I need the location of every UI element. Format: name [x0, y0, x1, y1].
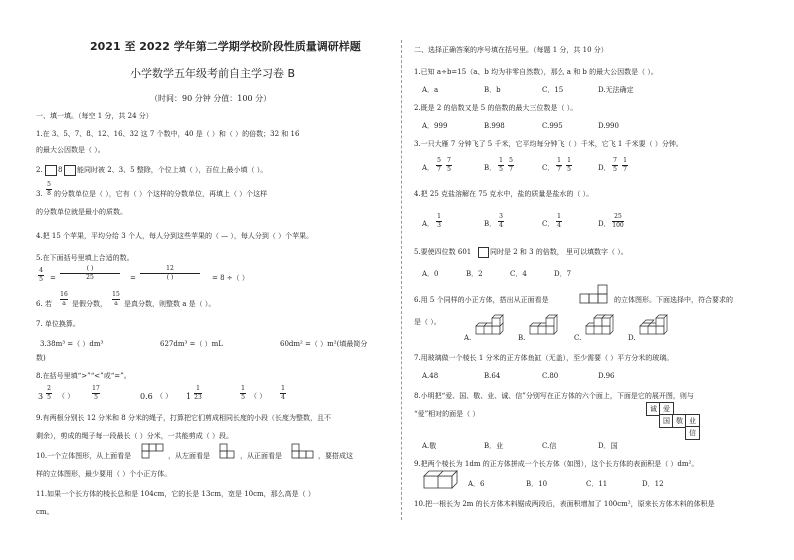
q1-line1: 1.在 3、5、7、8、12、16、32 这 7 个数中，40 是（ ）和（ ）的倍数；32 和 16: [36, 130, 300, 138]
q2-box2[interactable]: [64, 165, 76, 176]
s2-q4-b-f: 3 4: [499, 213, 503, 229]
q5-text: 5.在下面括号里填上合适的数。: [36, 254, 134, 262]
s2-q2-opt-a[interactable]: A．999: [422, 122, 448, 130]
net-cell-4: 敬: [672, 414, 687, 428]
s2-q3-opt-d[interactable]: D．: [598, 164, 611, 172]
q8-a-frac2: 17 5: [92, 385, 100, 401]
s2-q10: 10.把一根长为 2m 的长方体木料锯成两段后，表面积增加了 100cm²，原来长方体木料的体积是: [414, 500, 715, 508]
q10-part2: ，从左面看是: [168, 452, 210, 460]
s2-q1-opt-c[interactable]: C．15: [542, 86, 564, 94]
q10-line2: 样的立体图形，最少要用（ ）个小正方体。: [36, 470, 172, 478]
s2-q3-d-f1: 7 5: [613, 157, 617, 173]
q7-a: 3.38m³ =（ ）dm³: [40, 340, 104, 348]
s2-q5-prefix: 5.要使四位数 601: [414, 248, 472, 256]
q1-line2: 的最大公因数是（ ）。: [36, 146, 105, 154]
s2-q5-box[interactable]: [478, 247, 489, 258]
s2-q6-part2: 的立体图形。下面选择中，符合要求的: [614, 296, 733, 304]
q5-fraction-b: ( ) 25: [60, 266, 120, 281]
q8-c-blank: （ ）: [250, 392, 267, 400]
q11-line2: cm。: [36, 508, 54, 516]
s2-q3-opt-a[interactable]: A．: [422, 164, 435, 172]
s2-q8-opt-d[interactable]: D．国: [598, 442, 618, 450]
s2-q2-opt-c[interactable]: C.995: [542, 122, 563, 130]
s2-q3-opt-c[interactable]: C．: [542, 164, 555, 172]
s2-q5-opt-c[interactable]: C．4: [510, 270, 527, 278]
s2-q1-opt-b[interactable]: B．b: [484, 86, 501, 94]
net-cell-5: 业: [685, 414, 700, 428]
s2-q8-opt-b[interactable]: B．业: [484, 442, 504, 450]
exam-title: 2021 至 2022 学年第二学期学校阶段性质量调研样题: [90, 40, 361, 53]
q2-text: 能同时被 2、3、5 整除，个位上填（ ），百位上最小填（ ）。: [77, 166, 268, 174]
right-column: [402, 0, 794, 560]
q5-n1: 25: [86, 274, 94, 281]
q8-c-frac2: 1 4: [281, 385, 285, 401]
q8-heading: 8.在括号里填“>”“<”或“=”。: [36, 372, 131, 380]
s2-q3-a-f1: 5 7: [437, 157, 441, 173]
q8-b-whole2: 1: [186, 392, 192, 401]
q3-line1: 的分数单位是（ ），它有（ ）个这样的分数单位，再填上（ ）个这样: [54, 190, 268, 198]
q8-a-whole: 3: [38, 392, 44, 401]
q6-text: 是真分数，则整数 a 是（ ）。: [124, 300, 216, 308]
q10-part3: ，从正面看是: [240, 452, 282, 460]
q10-part1: 10.一个立体图形，从上面看是: [36, 452, 132, 460]
q8-c-frac: 1 5: [241, 385, 245, 401]
q9-line1: 9.有两根分别长 12 分米和 8 分米的绳子，打算把它们剪成相同长度的小段（长度为整数，且不: [36, 414, 331, 422]
s2-q6-part3: 是（ ）。: [414, 318, 441, 326]
s2-q3-c-f2: 1 5: [567, 157, 571, 173]
q5-fraction-a: 4 5: [39, 267, 43, 283]
q8-a-frac: 2 5: [47, 385, 51, 401]
q3-number: 3.: [36, 190, 43, 198]
s2-q4-opt-c[interactable]: C．: [542, 220, 555, 228]
s2-q3-c-f1: 1 7: [557, 157, 561, 173]
q3-line2: 的分数单位就是最小的质数。: [36, 208, 127, 216]
s2-q3: 3.一只大雁 7 分钟飞了 5 千米，它平均每分钟飞（ ）千米，它飞 1 千米要（ ）分钟。: [414, 140, 683, 148]
q3-fraction: 5 8: [47, 181, 51, 197]
s2-q4-opt-a[interactable]: A．: [422, 220, 435, 228]
s2-q6-opt-b[interactable]: B.: [518, 334, 526, 342]
s2-q3-a-f2: 7 5: [447, 157, 451, 173]
q10-left-view-figure: [220, 444, 236, 460]
s2-q3-b-f2: 5 7: [509, 157, 513, 173]
q5-eq3: = 8 ÷（ ）: [212, 274, 249, 282]
s2-q9-opt-c[interactable]: C．11: [586, 480, 608, 488]
q6-fraction-b: 15 a: [112, 291, 120, 307]
q2-box1[interactable]: [45, 165, 57, 176]
s2-q3-opt-b[interactable]: B．: [484, 164, 497, 172]
s2-q4-opt-d[interactable]: D．: [598, 220, 611, 228]
net-cell-3: 国: [659, 414, 674, 428]
s2-q7-opt-a[interactable]: A.48: [422, 372, 439, 380]
s2-q7-opt-b[interactable]: B.64: [484, 372, 501, 380]
s2-q4-opt-b[interactable]: B．: [484, 220, 497, 228]
q6-fraction-a: 16 a: [60, 291, 68, 307]
s2-q6-opt-a[interactable]: A.: [464, 334, 472, 342]
section1-heading: 一、填一填。（每空 1 分，共 24 分）: [36, 112, 153, 120]
s2-q4-c-f: 1 4: [557, 213, 561, 229]
s2-q8-opt-c[interactable]: C.信: [542, 442, 557, 450]
s2-q6-a-figure: [474, 312, 504, 338]
q7-d: 数): [36, 354, 46, 362]
q8-a-blank: （ ）: [58, 392, 75, 400]
q2-number: 2.: [36, 166, 43, 174]
s2-q4-d-f: 25 100: [612, 213, 624, 229]
q7-b: 627dm³ =（ ）mL: [160, 340, 223, 348]
q7-c: 60dm² =（ ）m²(填最简分: [280, 340, 368, 348]
s2-q2-opt-d[interactable]: D.990: [598, 122, 619, 130]
s2-q9-opt-a[interactable]: A．6: [468, 480, 485, 488]
net-cell-6: 信: [685, 426, 700, 440]
s2-q1: 1.已知 a÷b=15（a、b 均为非零自然数），那么 a 和 b 的最大公因数是（ ）。: [414, 68, 658, 76]
q8-b-whole: 0.6: [140, 392, 153, 401]
s2-q2: 2.既是 2 的倍数又是 5 的倍数的最大三位数是（ ）。: [414, 104, 578, 112]
s2-q3-d-f2: 1 7: [623, 157, 627, 173]
q6-prefix: 6. 若: [36, 300, 52, 308]
q11-line1: 11.如果一个长方体的棱长总和是 104cm，它的长是 13cm，宽是 10cm，那么高是（ ）: [36, 490, 315, 498]
s2-q6-part1: 6.用 5 个同样的小正方体，搭出从正面看是: [414, 296, 549, 304]
s2-q6-d-figure: [638, 312, 668, 338]
q8-b-frac: 1 23: [194, 385, 202, 401]
section2-heading: 二、选择正确答案的序号填在括号里。（每题 1 分，共 10 分）: [414, 46, 608, 54]
q10-top-view-figure: [142, 444, 164, 462]
q2-digit: 8: [58, 166, 63, 174]
s2-q6-opt-d[interactable]: D.: [628, 334, 636, 342]
s2-q8-line1: 8.小明把“爱、国、敬、业、诚、信”分别写在正方体的六个面上，下面是它的展开图，则与: [414, 392, 694, 400]
s2-q6-opt-c[interactable]: C.: [574, 334, 582, 342]
s2-q7-opt-c[interactable]: C.80: [542, 372, 559, 380]
q5-eq1: =: [50, 274, 56, 282]
q6-mid: 是假分数，: [72, 300, 107, 308]
s2-q5-opt-d[interactable]: D．7: [554, 270, 572, 278]
net-cell-1: 诚: [646, 402, 661, 416]
q5-eq2: =: [130, 274, 136, 282]
s2-q5-text: 同时是 2 和 3 的倍数， 里可以填数字（ ）。: [490, 248, 628, 256]
s2-q6-front-view-figure: [580, 286, 610, 304]
s2-q9-opt-b[interactable]: B．10: [526, 480, 548, 488]
q8-b-blank: （ ）: [156, 392, 173, 400]
q10-front-view-figure: [292, 444, 314, 460]
q9-line2: 剩余），剪成的绳子每一段最长（ ）分米，一共能剪成（ ）段。: [36, 432, 233, 440]
s2-q6-b-figure: [528, 312, 558, 338]
s2-q1-opt-a[interactable]: A．a: [422, 86, 439, 94]
s2-q3-b-f1: 1 5: [499, 157, 503, 173]
s2-q8-opt-a[interactable]: A.敬: [422, 442, 437, 450]
s2-q4-a-f: 1 3: [437, 213, 441, 229]
s2-q9: 9.把两个棱长为 1dm 的正方体拼成一个长方体（如图），这个长方体的表面积是（ ）dm²。: [414, 460, 699, 468]
s2-q2-opt-b[interactable]: B.998: [484, 122, 505, 130]
q5-n2: 12: [166, 265, 174, 272]
s2-q8-line2: “爱”相对的面是（ ）: [414, 410, 480, 418]
s2-q6-c-figure: [584, 312, 614, 338]
q5-fraction-c: 12 ( ): [140, 266, 200, 281]
exam-subtitle: 小学数学五年级考前自主学习卷 B: [130, 67, 296, 80]
net-cell-2: 爱: [659, 402, 674, 416]
s2-q5-opt-a[interactable]: A．0: [422, 270, 439, 278]
s2-q1-opt-d[interactable]: D.无法确定: [598, 86, 634, 94]
q7-heading: 7. 单位换算。: [36, 320, 80, 328]
q10-part4: ，要搭成这: [318, 452, 353, 460]
q4-text: 4.把 15 个苹果，平均分给 3 个人，每人分到这些苹果的（ — ），每人分到（ ）个苹果。: [36, 232, 314, 240]
s2-q7: 7.用玻璃做一个棱长 1 分米的正方体鱼缸（无盖），至少需要（ ）平方分米的玻璃。: [414, 354, 674, 362]
s2-q9-opt-d[interactable]: D．12: [642, 480, 664, 488]
s2-q5-opt-b[interactable]: B．2: [466, 270, 483, 278]
s2-q7-opt-d[interactable]: D.96: [598, 372, 615, 380]
s2-q9-cuboid-figure: [424, 470, 458, 490]
s2-q4: 4.把 25 克盐溶解在 75 克水中，盐的质量是盐水的（ ）。: [414, 190, 594, 198]
exam-info: （时间：90 分钟 分值：100 分）: [150, 94, 272, 103]
